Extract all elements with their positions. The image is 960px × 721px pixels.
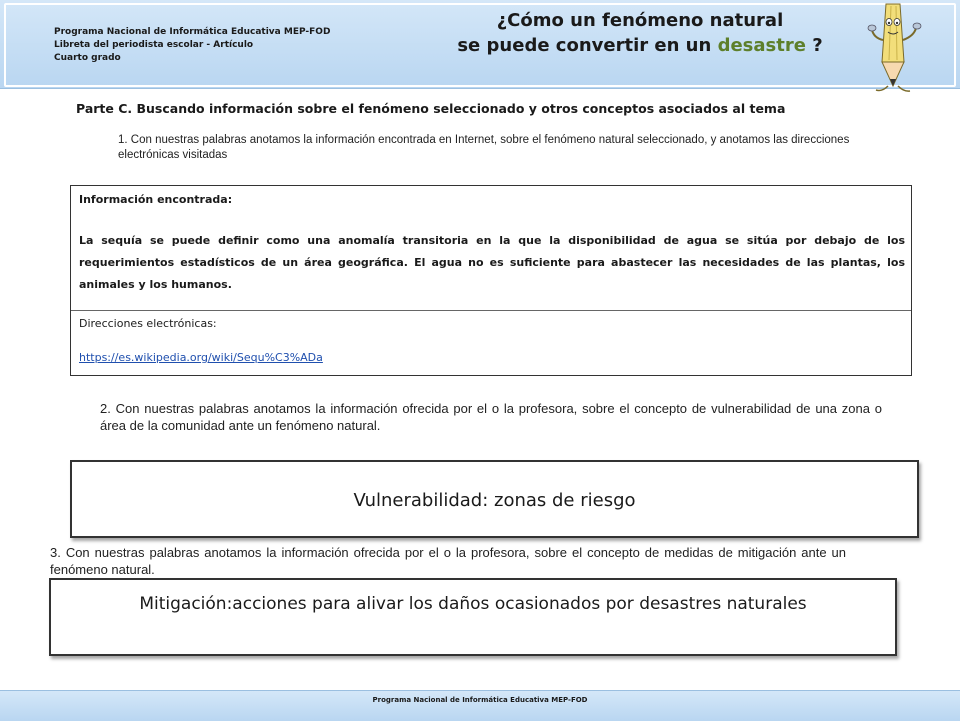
title-line-1: ¿Cómo un fenómeno natural [496,10,784,31]
grade-level: Cuarto grado [54,53,121,63]
info-found-label: Información encontrada: [79,193,233,206]
title-line-2 [420,33,860,58]
info-found-cell [71,186,911,311]
instruction-3: 3. Con nuestras palabras anotamos la información ofrecida por el o la profesora, sobre el concepto de medidas de mitigación ante un fenómeno natural. [50,545,846,577]
footer-text: Programa Nacional de Informática Educativa MEP-FOD [372,696,588,704]
page-title [420,8,860,58]
title-line-2-end: ? [805,35,823,56]
info-table [70,185,912,376]
instruction-2: 2. Con nuestras palabras anotamos la información ofrecida por el o la profesora, sobre el concepto de vulnerabilidad de una zona o área de la comunidad ante un fenómeno natural. [100,401,882,433]
footer-band [0,690,960,721]
mitigation-text: Mitigación:acciones para alivar los daños ocasionados por desastres naturales [139,594,807,614]
urls-label: Direcciones electrónicas: [79,317,217,330]
title-accent-word: desastre [717,35,806,56]
header-band [0,0,960,89]
vulnerability-box [70,460,919,538]
program-name: Programa Nacional de Informática Educativa MEP-FOD [54,27,331,37]
vulnerability-text: Vulnerabilidad: zonas de riesgo [353,490,636,511]
urls-cell [71,310,911,375]
part-heading: Parte C. Buscando información sobre el fenómeno seleccionado y otros conceptos asociados al tema [76,101,786,116]
title-line-2-start: se puede convertir en un [457,35,718,56]
mitigation-box [49,578,897,656]
info-found-text: La sequía se puede definir como una anomalía transitoria en la que la disponibilidad de agua se sitúa por debajo de los requerimientos estadísticos de un área geográfica. El agua no es suficiente para abastecer las necesidades de las plantas, los animales y los humanos. [79,234,905,291]
wikipedia-link[interactable]: https://es.wikipedia.org/wiki/Sequ%C3%ADa [79,351,323,364]
program-info [54,26,330,65]
pencil-character-icon [866,0,926,96]
notebook-name: Libreta del periodista escolar - Artículo [54,40,254,50]
instruction-1: 1. Con nuestras palabras anotamos la información encontrada en Internet, sobre el fenómeno natural seleccionado, y anotamos las direcciones electrónicas visitadas [118,134,850,161]
